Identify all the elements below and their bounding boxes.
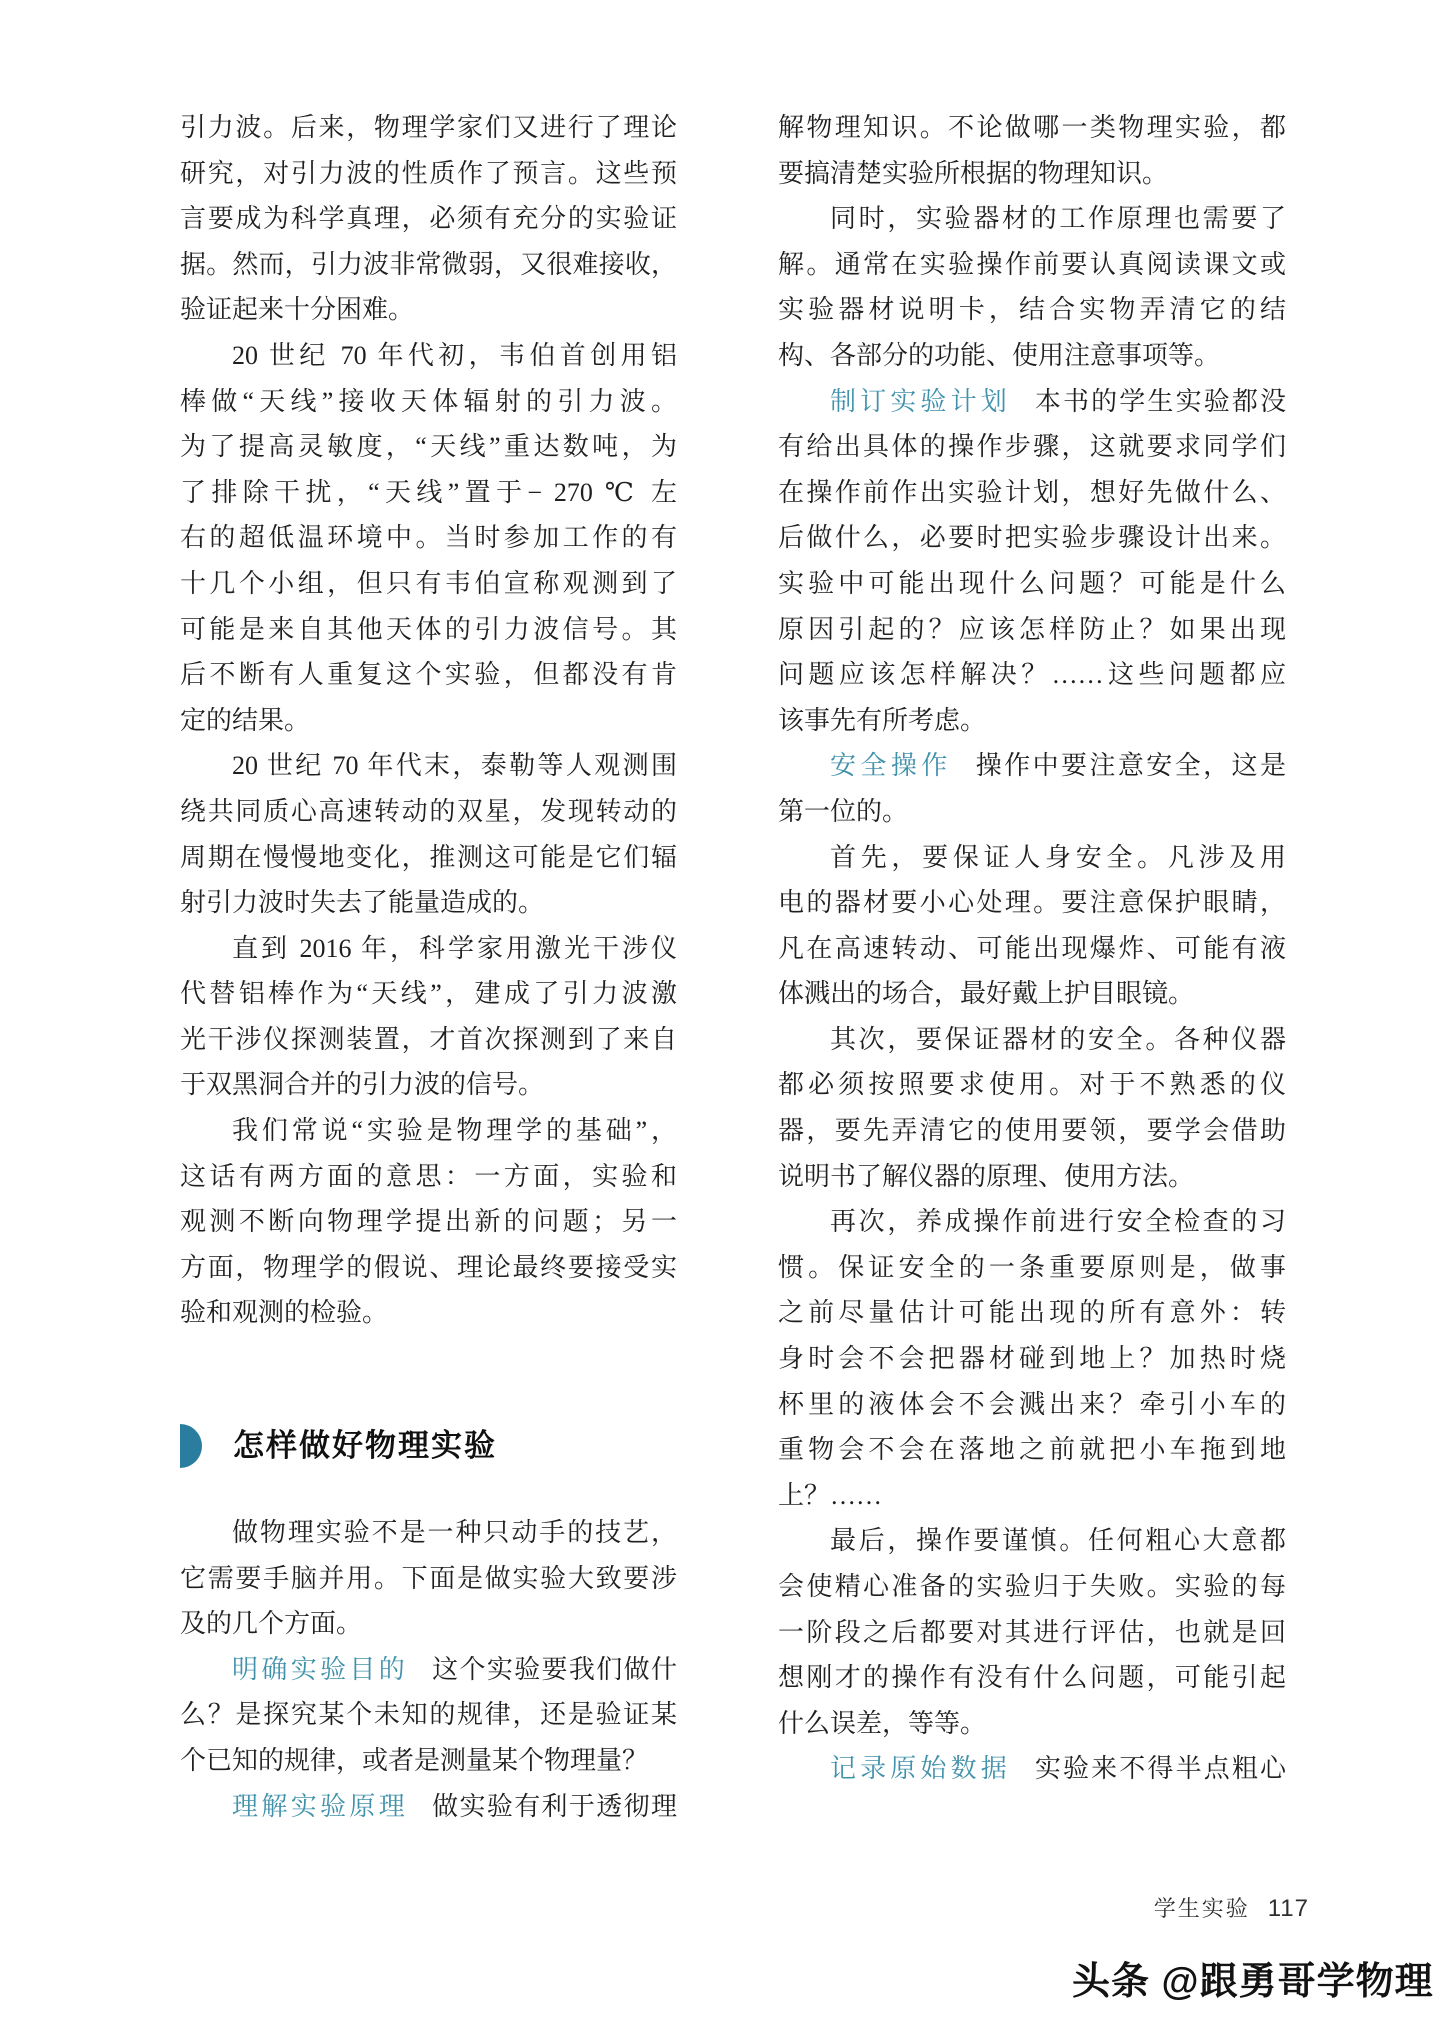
text-line: 在操作前作出实验计划，想好先做什么、 xyxy=(778,477,1286,507)
line-text: 实验来不得半点粗心 xyxy=(1034,1754,1286,1784)
text-line: 后做什么，必要时把实验步骤设计出来。 xyxy=(778,523,1286,553)
text-line: 都必须按照要求使用。对于不熟悉的仪 xyxy=(778,1070,1286,1100)
text-line: 20 世纪 70 年代末，泰勒等人观测围 xyxy=(232,751,677,781)
text-line: 右的超低温环境中。当时参加工作的有 xyxy=(180,523,677,553)
text-line: 首先，要保证人身安全。凡涉及用 xyxy=(830,842,1286,872)
text-line: 惯。保证安全的一条重要原则是，做事 xyxy=(778,1252,1286,1282)
text-line: 身时会不会把器材碰到地上？加热时烧 xyxy=(778,1344,1286,1374)
text-line: 引力波。后来，物理学家们又进行了理论 xyxy=(180,113,677,142)
text-line: 电的器材要小心处理。要注意保护眼睛， xyxy=(778,888,1286,918)
text-line: 第一位的。 xyxy=(778,796,909,826)
text-line: 其次，要保证器材的安全。各种仪器 xyxy=(830,1024,1286,1054)
text-line-with-label xyxy=(778,1746,1286,1792)
text-line: 实验器材说明卡，结合实物弄清它的结 xyxy=(778,295,1286,325)
text-line: 体溅出的场合，最好戴上护目眼镜。 xyxy=(778,979,1195,1009)
text-line: 于双黑洞合并的引力波的信号。 xyxy=(180,1070,545,1100)
text-line: 它需要手脑并用。下面是做实验大致要涉 xyxy=(180,1563,677,1593)
text-line: 有给出具体的操作步骤，这就要求同学们 xyxy=(778,432,1286,462)
text-line: 解物理知识。不论做哪一类物理实验，都 xyxy=(778,113,1286,142)
text-line: 棒做“天线”接收天体辐射的引力波。 xyxy=(180,386,677,416)
text-line: 验证起来十分困难。 xyxy=(180,295,415,325)
text-line: 为了提高灵敏度，“天线”重达数吨，为 xyxy=(180,432,677,462)
text-line: 原因引起的？应该怎样防止？如果出现 xyxy=(778,614,1286,644)
text-line: 解。通常在实验操作前要认真阅读课文或 xyxy=(778,249,1286,279)
left-column-lines-top xyxy=(180,105,677,1336)
text-line: 20 世纪 70 年代初，韦伯首创用铝 xyxy=(232,340,677,370)
text-line: 说明书了解仪器的原理、使用方法。 xyxy=(778,1161,1195,1191)
right-column-lines xyxy=(778,105,1286,1792)
right-column xyxy=(778,105,1286,1792)
page-footer xyxy=(1154,1892,1309,1923)
line-text: 做实验有利于透彻理 xyxy=(432,1791,677,1821)
footer-page-number: 117 xyxy=(1267,1895,1309,1922)
text-line-with-label xyxy=(778,379,1286,425)
text-line: 一阶段之后都要对其进行评估，也就是回 xyxy=(778,1617,1286,1647)
text-line: 这话有两方面的意思：一方面，实验和 xyxy=(180,1161,677,1191)
text-line: 代替铝棒作为“天线”，建成了引力波激 xyxy=(180,979,677,1009)
text-line: 十几个小组，但只有韦伯宣称观测到了 xyxy=(180,568,677,598)
text-line: 杯里的液体会不会溅出来？牵引小车的 xyxy=(778,1389,1286,1419)
left-column xyxy=(180,105,677,1829)
text-line: 据。然而，引力波非常微弱，又很难接收， xyxy=(180,249,677,279)
footer-section-label: 学生实验 xyxy=(1153,1896,1250,1921)
text-line: 射引力波时失去了能量造成的。 xyxy=(180,888,545,918)
text-line: 了排除干扰，“天线”置于− 270 ℃ 左 xyxy=(180,477,677,507)
text-line: 做物理实验不是一种只动手的技艺， xyxy=(232,1518,677,1548)
text-line: 周期在慢慢地变化，推测这可能是它们辐 xyxy=(180,842,677,872)
text-line: 同时，实验器材的工作原理也需要了 xyxy=(830,204,1286,234)
text-line: 再次，养成操作前进行安全检查的习 xyxy=(830,1207,1286,1237)
text-line: 什么误差，等等。 xyxy=(778,1708,987,1738)
inline-topic-label: 明确实验目的 xyxy=(232,1654,409,1684)
text-line: 构、各部分的功能、使用注意事项等。 xyxy=(778,340,1221,370)
text-line: 最后，操作要谨慎。任何粗心大意都 xyxy=(830,1526,1286,1556)
section-marker-icon xyxy=(180,1424,202,1468)
text-line: 会使精心准备的实验归于失败。实验的每 xyxy=(778,1572,1286,1601)
text-line: 直到 2016 年，科学家用激光干涉仪 xyxy=(232,933,677,963)
text-line: 言要成为科学真理，必须有充分的实验证 xyxy=(180,204,677,234)
text-line: 实验中可能出现什么问题？可能是什么 xyxy=(778,568,1286,598)
text-line: 个已知的规律，或者是测量某个物理量？ xyxy=(180,1746,649,1775)
inline-topic-label: 安全操作 xyxy=(830,751,952,781)
line-text: 本书的学生实验都没 xyxy=(1034,386,1286,416)
text-line: 想刚才的操作有没有什么问题，可能引起 xyxy=(778,1663,1286,1693)
text-line: 方面，物理学的假说、理论最终要接受实 xyxy=(180,1252,677,1282)
text-line: 上？…… xyxy=(778,1480,883,1510)
text-line-with-label xyxy=(180,1784,677,1830)
text-line: 定的结果。 xyxy=(180,705,311,735)
text-line: 问题应该怎样解决？……这些问题都应 xyxy=(778,660,1286,690)
text-line: 要搞清楚实验所根据的物理知识。 xyxy=(778,158,1169,188)
watermark: 头条 @跟勇哥学物理 xyxy=(1072,1961,1434,2003)
text-line: 绕共同质心高速转动的双星，发现转动的 xyxy=(180,796,677,826)
text-line: 后不断有人重复这个实验，但都没有肯 xyxy=(180,660,677,690)
text-line: 可能是来自其他天体的引力波信号。其 xyxy=(180,614,677,644)
text-line: 观测不断向物理学提出新的问题；另一 xyxy=(180,1207,677,1237)
left-column-lines-bottom xyxy=(180,1510,677,1829)
text-line: 么？是探究某个未知的规律，还是验证某 xyxy=(180,1700,677,1730)
inline-topic-label: 理解实验原理 xyxy=(232,1791,409,1821)
text-line: 重物会不会在落地之前就把小车拖到地 xyxy=(778,1435,1286,1465)
text-line: 凡在高速转动、可能出现爆炸、可能有液 xyxy=(778,933,1286,963)
text-line: 器，要先弄清它的使用要领，要学会借助 xyxy=(778,1116,1286,1146)
section-header xyxy=(180,1424,677,1468)
text-line-with-label xyxy=(778,743,1286,789)
inline-topic-label: 制订实验计划 xyxy=(830,386,1011,416)
text-line-with-label xyxy=(180,1647,677,1693)
text-line: 之前尽量估计可能出现的所有意外：转 xyxy=(778,1298,1286,1328)
text-line: 光干涉仪探测装置，才首次探测到了来自 xyxy=(180,1024,677,1054)
text-line: 验和观测的检验。 xyxy=(180,1298,389,1328)
text-line: 我们常说“实验是物理学的基础”， xyxy=(232,1116,677,1146)
text-line: 及的几个方面。 xyxy=(180,1609,363,1639)
inline-topic-label: 记录原始数据 xyxy=(830,1754,1011,1784)
section-title: 怎样做好物理实验 xyxy=(233,1428,497,1464)
line-text: 这个实验要我们做什 xyxy=(432,1654,677,1684)
text-line: 该事先有所考虑。 xyxy=(778,705,987,735)
text-line: 研究，对引力波的性质作了预言。这些预 xyxy=(180,158,677,188)
line-text: 操作中要注意安全，这是 xyxy=(975,751,1286,781)
